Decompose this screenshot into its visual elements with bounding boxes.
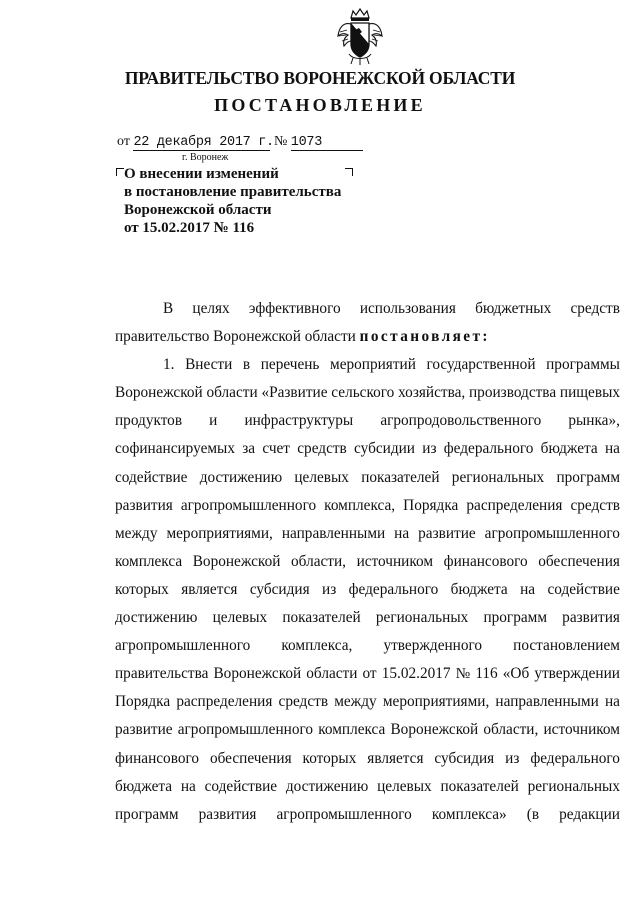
body-word: целях (192, 300, 230, 317)
body-word: финансового (443, 552, 528, 570)
body-word: которых (115, 580, 169, 598)
body-word: в (242, 356, 251, 374)
body-word: на (520, 580, 536, 598)
body-word: области, (483, 721, 539, 739)
document-date: 22 декабря 2017 г. (133, 135, 274, 150)
body-word: использования (359, 300, 456, 317)
body-word: программ (556, 468, 620, 486)
body-word: хозяйства, (398, 384, 466, 402)
body-line (115, 295, 620, 323)
body-line (115, 660, 620, 688)
body-line (115, 604, 620, 632)
body-word: агропродовольственного (380, 412, 542, 430)
body-word: утверждении (534, 665, 620, 683)
body-line (115, 548, 620, 576)
body-word: Воронежской (213, 665, 302, 683)
body-word: финансового (115, 749, 200, 767)
body-word: региональных (451, 468, 545, 486)
body-word: содействие (547, 580, 620, 598)
body-word: бюджета (450, 580, 508, 598)
body-word: достижению (199, 468, 283, 486)
body-word: В (163, 300, 174, 317)
body-word: показателей (282, 609, 361, 627)
body-word: региональных (375, 609, 469, 627)
body-line (115, 407, 620, 435)
body-word: распределения (176, 693, 273, 711)
body-word: счет (262, 440, 290, 458)
body-word: комплекса, (324, 496, 396, 514)
body-line (115, 716, 620, 744)
body-word: средств (278, 693, 329, 711)
body-word: показателей (361, 468, 440, 486)
body-word: на (604, 440, 620, 458)
body-word: редакции (559, 805, 620, 823)
body-word: развития (115, 496, 173, 514)
body-word: утвержденного (383, 637, 483, 655)
body-line (115, 773, 620, 801)
body-word: софинансируемых (115, 440, 235, 458)
body-word: федерального (530, 749, 620, 767)
body-word: целевых (377, 777, 432, 795)
body-word: достижению (115, 609, 198, 627)
body-line-text: правительство Воронежской области (115, 328, 356, 346)
body-line (115, 632, 620, 660)
number-label: № (273, 134, 288, 149)
body-word: источником (356, 552, 434, 570)
body-word: комплекса» (431, 805, 507, 823)
body-word: из (422, 440, 437, 458)
body-word: постановлением (513, 637, 620, 655)
body-word: программ (483, 609, 547, 627)
body-word: инфраструктуры (244, 412, 354, 430)
body-text (115, 295, 620, 829)
body-word: области (206, 384, 258, 402)
body-word: средств (570, 496, 620, 514)
body-word: развитие (418, 524, 476, 542)
body-word: области (306, 665, 358, 683)
body-line (115, 801, 620, 829)
body-word: является (367, 749, 424, 767)
body-word: на (604, 693, 620, 711)
body-line (115, 745, 620, 773)
body-word: обеспечения (209, 749, 292, 767)
body-word: (в (526, 805, 540, 823)
body-word: от (362, 665, 377, 683)
subject-line: в постановление правительства (124, 184, 342, 200)
subject-line: Воронежской области (124, 202, 272, 218)
body-word: комплекса, (281, 637, 353, 655)
body-word: комплекса (115, 552, 183, 570)
body-word: развития (562, 609, 620, 627)
body-word: субсидии (354, 440, 415, 458)
body-word: целевых (294, 468, 349, 486)
body-word: бюджета (540, 440, 598, 458)
body-word: программ (115, 805, 179, 823)
body-line (115, 492, 620, 520)
body-line (115, 464, 620, 492)
body-word: мероприятий (330, 356, 416, 374)
body-line (115, 520, 620, 548)
body-word: Воронежской (115, 384, 203, 402)
body-word: Воронежской (390, 721, 479, 739)
date-number-line (117, 134, 363, 151)
body-word: агропромышленного (180, 496, 317, 514)
resolves-word: постановляет: (359, 328, 490, 346)
body-word: региональных (527, 777, 620, 795)
body-line (115, 576, 620, 604)
body-word: правительства (115, 665, 209, 683)
body-word: № (455, 665, 471, 683)
body-word: развитие (115, 721, 173, 739)
subject-block (124, 165, 341, 237)
government-title: ПРАВИТЕЛЬСТВО ВОРОНЕЖСКОЙ ОБЛАСТИ (124, 68, 516, 88)
body-word: эффективного (248, 300, 341, 317)
body-word: агропромышленного (177, 721, 314, 739)
body-word: средств (297, 440, 347, 458)
body-word: 116 (475, 665, 498, 683)
body-word: достижению (285, 777, 369, 795)
body-line (115, 351, 620, 379)
city-label: г. Воронеж (182, 152, 229, 163)
subject-line: от 15.02.2017 № 116 (124, 220, 255, 236)
document-number: 1073 (290, 135, 323, 150)
from-label: от (117, 134, 130, 149)
document-type-heading: ПОСТАНОВЛЕНИЕ (214, 95, 426, 115)
body-word: мероприятиями, (166, 524, 273, 542)
body-word: программы (546, 356, 620, 374)
body-word: средств (570, 300, 620, 317)
body-word: показателей (440, 777, 519, 795)
body-line (115, 435, 620, 463)
body-word: рынка», (568, 412, 620, 430)
subject-corner-right (345, 168, 353, 176)
body-word: федерального (348, 580, 439, 598)
coat-of-arms-icon (337, 8, 383, 66)
body-word: комплекса (318, 721, 386, 739)
body-word: за (242, 440, 256, 458)
body-word: источником (543, 721, 620, 739)
body-word: содействие (204, 777, 278, 795)
body-word: «Об (502, 665, 530, 683)
body-word: между (334, 693, 377, 711)
body-line (115, 688, 620, 716)
body-word: «Развитие (261, 384, 328, 402)
body-word: продуктов (115, 412, 183, 430)
body-word: 1. (163, 356, 175, 374)
subject-line: О внесении изменений (124, 166, 279, 182)
body-word: Внести (185, 356, 233, 374)
body-word: Порядка (115, 693, 171, 711)
body-word: агропромышленного (276, 805, 412, 823)
body-word: и (209, 412, 218, 430)
body-word: бюджета (115, 777, 173, 795)
body-line (115, 323, 620, 351)
body-word: мероприятиями, (382, 693, 490, 711)
body-word: между (115, 524, 158, 542)
body-word: развития (198, 805, 257, 823)
body-word: целевых (212, 609, 268, 627)
body-word: субсидия (249, 580, 310, 598)
body-word: сельского (331, 384, 395, 402)
body-word: агропромышленного (484, 524, 620, 542)
body-word: Воронежской (192, 552, 281, 570)
body-word: бюджетных (475, 300, 552, 317)
body-word: является (181, 580, 238, 598)
body-word: области, (291, 552, 346, 570)
body-word: перечень (260, 356, 320, 374)
body-word: которых (302, 749, 357, 767)
body-word: федерального (443, 440, 534, 458)
body-word: на (180, 777, 196, 795)
body-word: Порядка (403, 496, 459, 514)
body-word: направленными (281, 524, 386, 542)
body-word: направленными (495, 693, 599, 711)
body-word: агропромышленного (115, 637, 251, 655)
body-word: государственной (426, 356, 536, 374)
body-line (115, 379, 620, 407)
body-word: производства (469, 384, 557, 402)
body-word: содействие (115, 468, 188, 486)
body-word: 15.02.2017 (381, 665, 451, 683)
body-word: на (394, 524, 410, 542)
body-word: обеспечения (538, 552, 620, 570)
subject-corner-left (116, 168, 124, 176)
body-word: из (322, 580, 337, 598)
body-word: пищевых (559, 384, 620, 402)
body-word: распределения (466, 496, 563, 514)
body-word: из (505, 749, 520, 767)
body-word: субсидия (434, 749, 495, 767)
